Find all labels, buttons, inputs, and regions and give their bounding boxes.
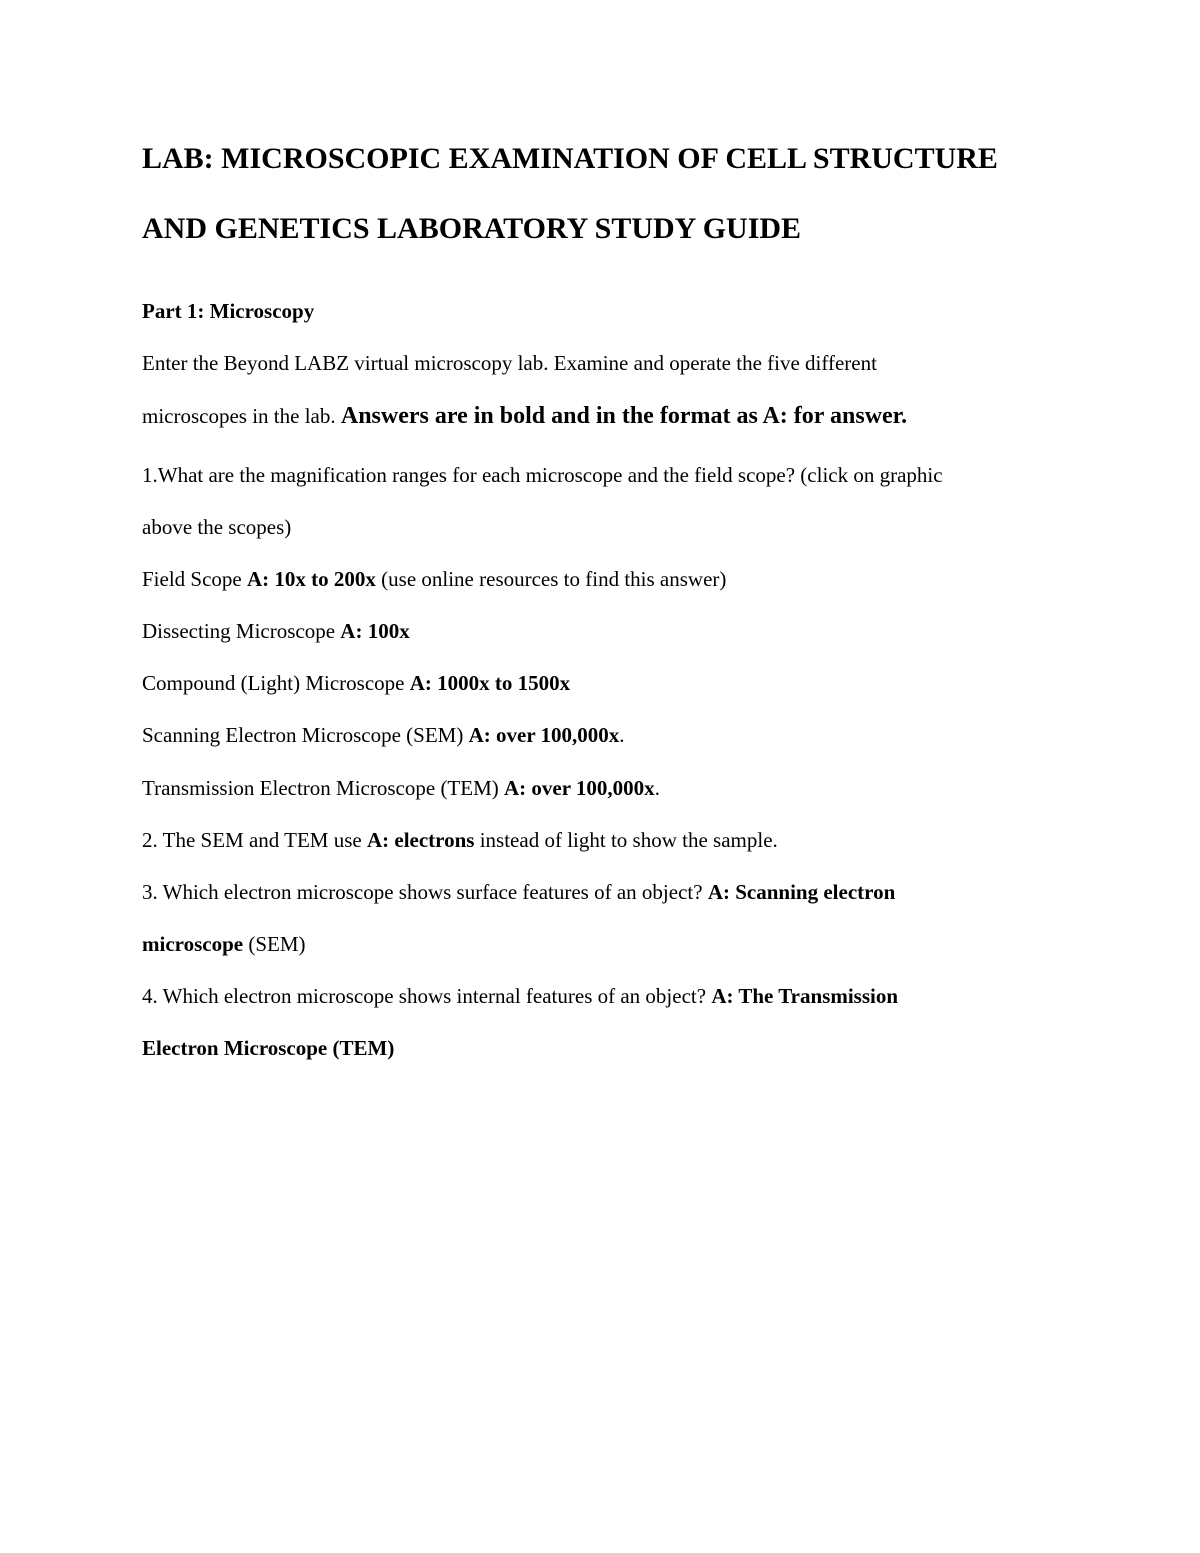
question-2-line: [142, 827, 778, 853]
field-scope-label: Field Scope: [142, 567, 247, 591]
intro-line-2-text: microscopes in the lab.: [142, 404, 341, 428]
compound-line: [142, 670, 570, 696]
question-3-line-2: [142, 931, 306, 957]
sem-answer: A: over 100,000x: [468, 723, 620, 747]
question-4-text: 4. Which electron microscope shows internal features of an object?: [142, 984, 712, 1008]
question-1-line-1: 1.What are the magnification ranges for each microscope and the field scope? (click on graphic: [142, 463, 943, 487]
compound-label: Compound (Light) Microscope: [142, 671, 410, 695]
tem-suffix: .: [654, 776, 660, 800]
title-line-2: AND GENETICS LABORATORY STUDY GUIDE: [142, 212, 802, 245]
question-2-answer: A: electrons: [366, 828, 475, 852]
field-scope-note: (use online resources to find this answer): [375, 567, 727, 591]
question-3-answer-part-1: A: Scanning electron: [707, 880, 896, 904]
dissecting-answer: A: 100x: [340, 619, 410, 643]
title-line-1: LAB: MICROSCOPIC EXAMINATION OF CELL STRUCTURE: [142, 142, 998, 175]
question-4-answer-part-1: A: The Transmission: [711, 984, 899, 1008]
field-scope-line: [142, 566, 726, 592]
intro-line-2: [142, 403, 907, 429]
dissecting-label: Dissecting Microscope: [142, 619, 341, 643]
part-heading: Part 1: Microscopy: [142, 299, 315, 323]
question-2-before: 2. The SEM and TEM use: [142, 828, 367, 852]
intro-line-1: Enter the Beyond LABZ virtual microscopy lab. Examine and operate the five different: [142, 351, 877, 375]
sem-label: Scanning Electron Microscope (SEM): [142, 723, 469, 747]
question-3-answer-part-3: (SEM): [243, 932, 306, 956]
question-3-text: 3. Which electron microscope shows surface features of an object?: [142, 880, 708, 904]
question-1-line-2: above the scopes): [142, 515, 292, 539]
field-scope-answer: A: 10x to 200x: [247, 567, 376, 591]
question-2-after: instead of light to show the sample.: [474, 828, 778, 852]
dissecting-line: [142, 618, 410, 644]
intro-answer-format-note: Answers are in bold and in the format as A: for answer.: [340, 403, 908, 429]
question-3-line-1: [142, 879, 895, 905]
question-4-line-2: Electron Microscope (TEM): [142, 1036, 395, 1060]
question-4-line-1: [142, 983, 898, 1009]
question-3-answer-part-2: microscope: [142, 932, 244, 956]
sem-suffix: .: [619, 723, 625, 747]
compound-answer: A: 1000x to 1500x: [409, 671, 571, 695]
tem-label: Transmission Electron Microscope (TEM): [142, 776, 505, 800]
tem-line: [142, 775, 660, 801]
sem-line: [142, 722, 625, 748]
tem-answer: A: over 100,000x: [504, 776, 655, 800]
